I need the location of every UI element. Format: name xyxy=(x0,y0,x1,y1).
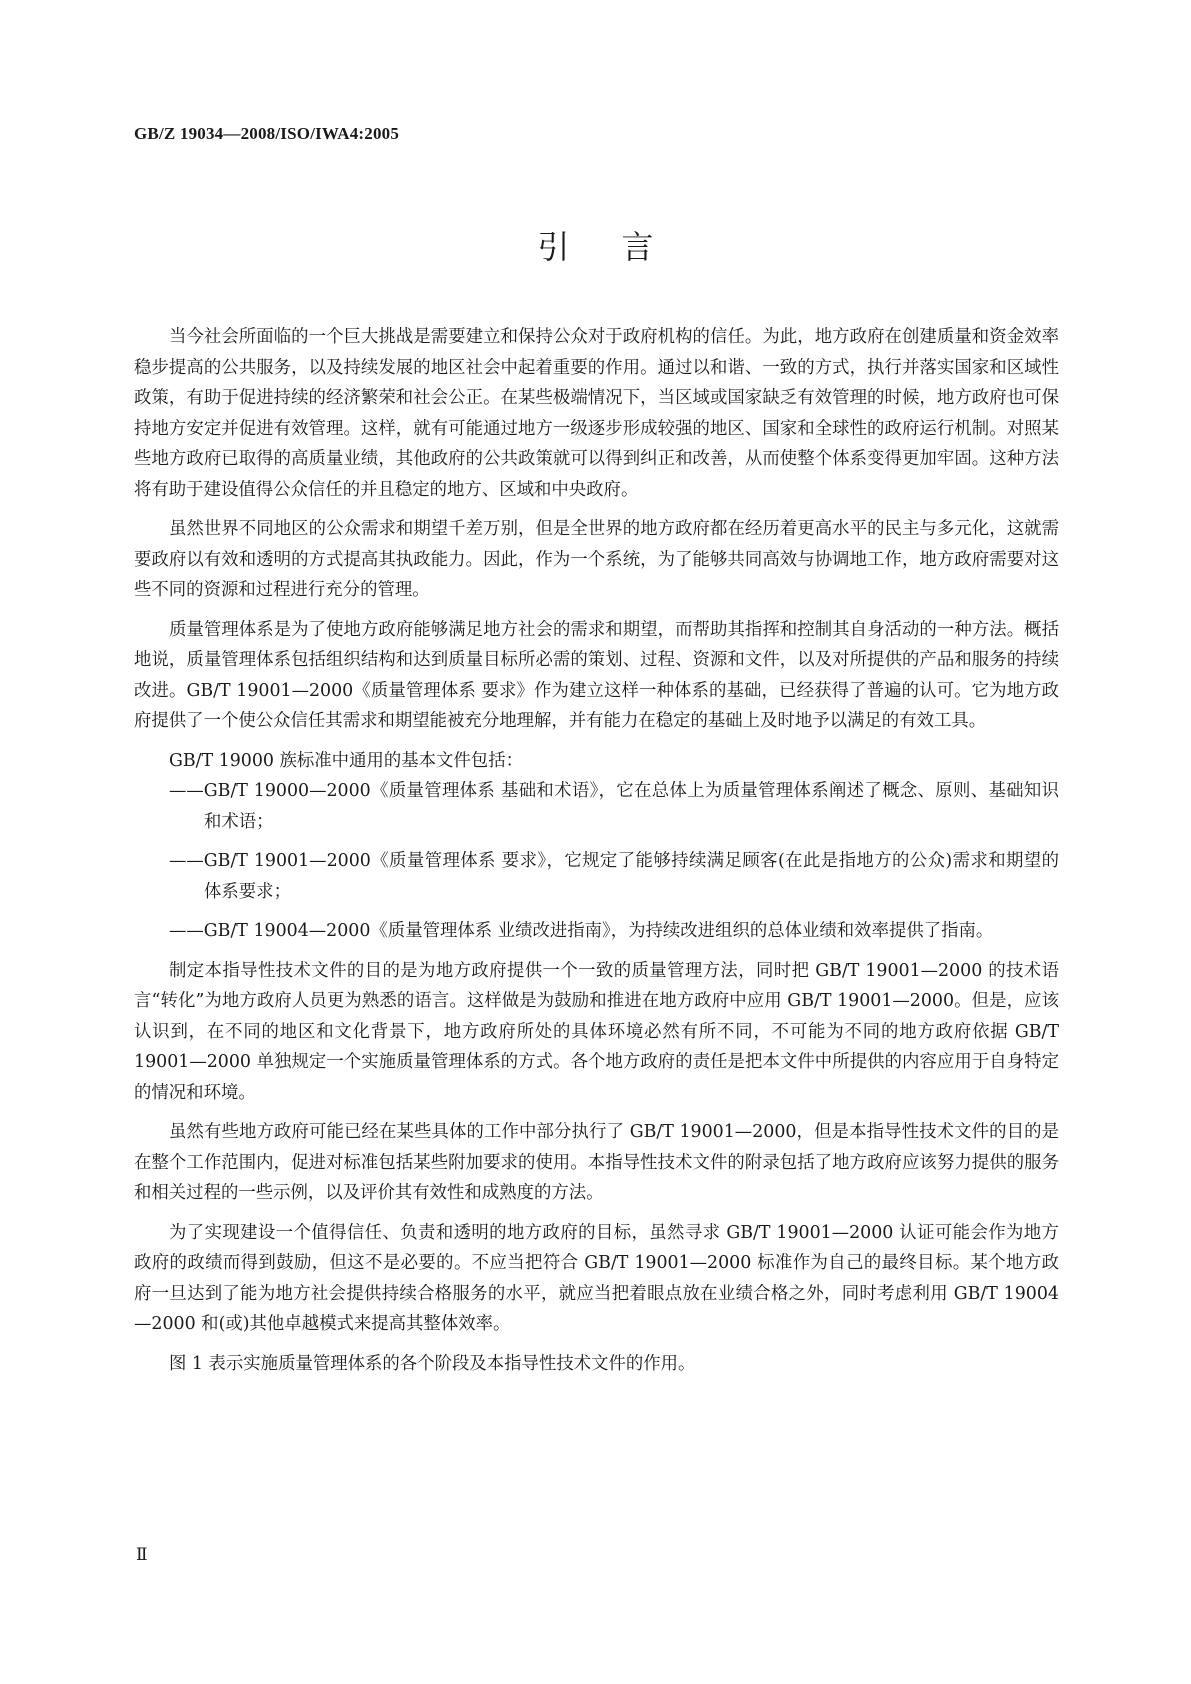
paragraph: 制定本指导性技术文件的目的是为地方政府提供一个一致的质量管理方法，同时把 GB/T 19001—2000 的技术语言“转化”为地方政府人员更为熟悉的语言。这样做是为鼓励和推进在地方政府中应用 GB/T 19001—2000。但是，应该认识到，在不同的地区和文化背景下，地方政府所处的具体环境必然有所不同，不可能为不同的地方政府依据 GB/T 19001—2000 单独规定一个实施质量管理体系的方式。各个地方政府的责任是把本文件中所提供的内容应用于自身特定的情况和环境。 xyxy=(134,960,1059,1103)
page-number: Ⅱ xyxy=(136,1545,148,1564)
paragraph: 图 1 表示实施质量管理体系的各个阶段及本指导性技术文件的作用。 xyxy=(169,1353,696,1374)
paragraph: 为了实现建设一个值得信任、负责和透明的地方政府的目标，虽然寻求 GB/T 19001—2000 认证可能会作为地方政府的政绩而得到鼓励，但这不是必要的。不应当把符合 GB/T 19001—2000 标准作为自己的最终目标。某个地方政府一旦达到了能为地方社会提供持续合格服务的水平，就应当把着眼点放在业绩合格之外，同时考虑利用 GB/T 19004—2000 和(或)其他卓越模式来提高其整体效率。 xyxy=(134,1222,1059,1334)
paragraph: 虽然世界不同地区的公众需求和期望千差万别，但是全世界的地方政府都在经历着更高水平的民主与多元化，这就需要政府以有效和透明的方式提高其执政能力。因此，作为一个系统，为了能够共同高效与协调地工作，地方政府需要对这些不同的资源和过程进行充分的管理。 xyxy=(134,519,1059,600)
paragraph: 质量管理体系是为了使地方政府能够满足地方社会的需求和期望，而帮助其指挥和控制其自身活动的一种方法。概括地说，质量管理体系包括组织结构和达到质量目标所必需的策划、过程、资源和文件，以及对所提供的产品和服务的持续改进。GB/T 19001—2000《质量管理体系 要求》作为建立这样一种体系的基础，已经获得了普遍的认可。它为地方政府提供了一个使公众信任其需求和期望能被充分地理解，并有能力在稳定的基础上及时地予以满足的有效工具。 xyxy=(134,619,1059,731)
list-item: ——GB/T 19004—2000《质量管理体系 业绩改进指南》，为持续改进组织的总体业绩和效率提供了指南。 xyxy=(169,921,994,941)
list-item: ——GB/T 19000—2000《质量管理体系 基础和术语》，它在总体上为质量管理体系阐述了概念、原则、基础知识和术语； xyxy=(169,781,1059,832)
standard-code-header: GB/Z 19034—2008/ISO/IWA4:2005 xyxy=(134,124,400,143)
paragraph: 虽然有些地方政府可能已经在某些具体的工作中部分执行了 GB/T 19001—2000，但是本指导性技术文件的目的是在整个工作范围内，促进对标准包括某些附加要求的使用。本指导性技术文件的附录包括了地方政府应该努力提供的服务和相关过程的一些示例，以及评价其有效性和成熟度的方法。 xyxy=(134,1122,1059,1203)
document-body xyxy=(134,322,1059,1388)
section-title: 引言 xyxy=(537,228,706,266)
list-item: ——GB/T 19001—2000《质量管理体系 要求》，它规定了能够持续满足顾客(在此是指地方的公众)需求和期望的体系要求； xyxy=(169,851,1059,902)
list-intro-paragraph: GB/T 19000 族标准中通用的基本文件包括： xyxy=(169,750,523,771)
paragraph: 当今社会所面临的一个巨大挑战是需要建立和保持公众对于政府机构的信任。为此，地方政府在创建质量和资金效率稳步提高的公共服务，以及持续发展的地区社会中起着重要的作用。通过以和谐、一致的方式，执行并落实国家和区域性政策，有助于促进持续的经济繁荣和社会公正。在某些极端情况下，当区域或国家缺乏有效管理的时候，地方政府也可保持地方安定并促进有效管理。这样，就有可能通过地方一级逐步形成较强的地区、国家和全球性的政府运行机制。对照某些地方政府已取得的高质量业绩，其他政府的公共政策就可以得到纠正和改善，从而使整个体系变得更加牢固。这种方法将有助于建设值得公众信任的并且稳定的地方、区域和中央政府。 xyxy=(134,327,1059,500)
